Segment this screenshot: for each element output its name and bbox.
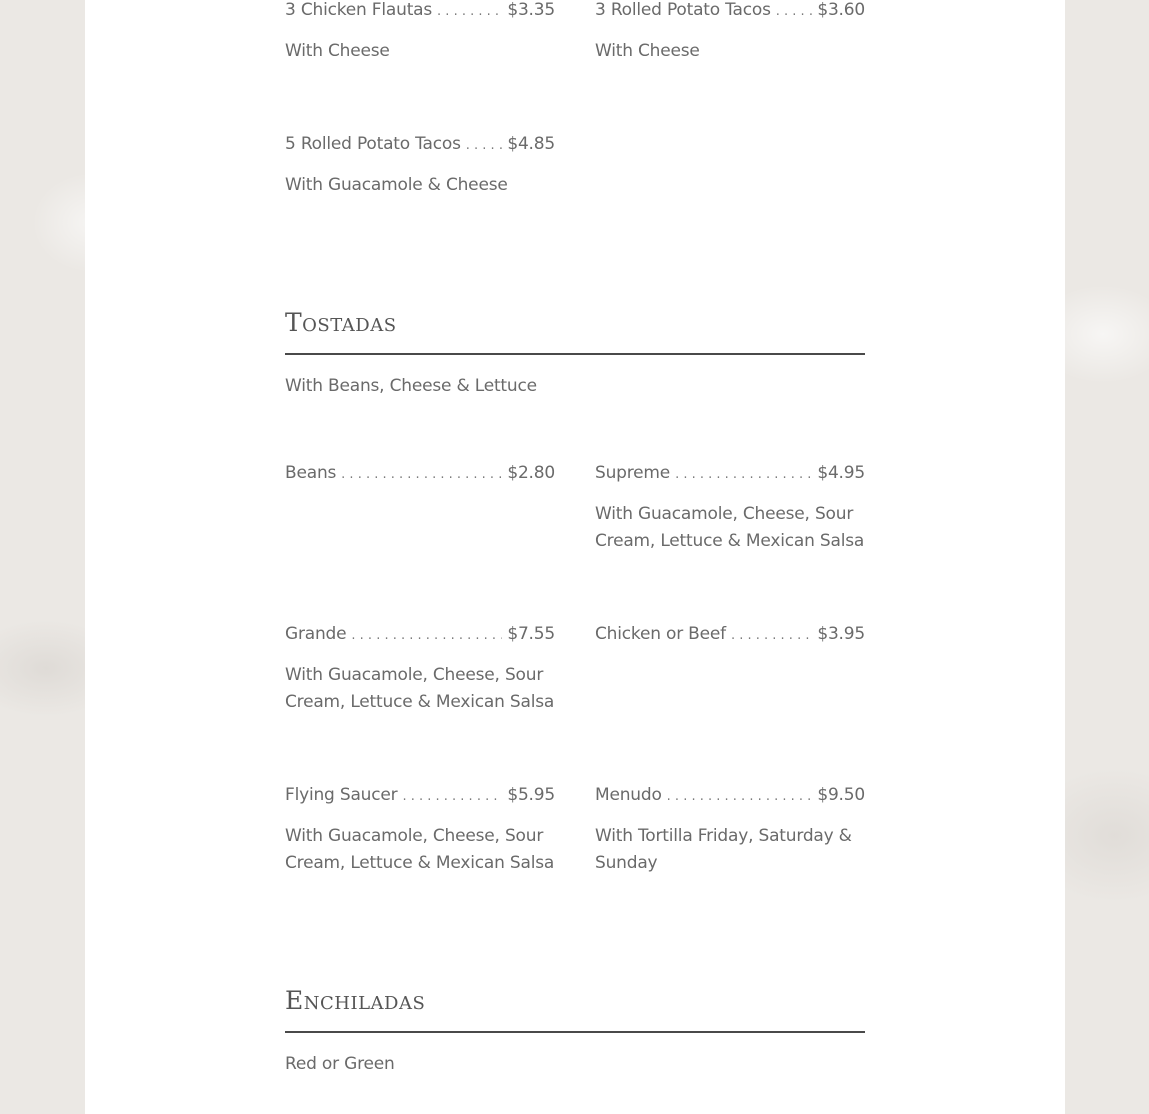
menu-item-description: With Guacamole, Cheese, Sour Cream, Lettuce & Mexican Salsa bbox=[595, 504, 865, 551]
leader-dots bbox=[667, 789, 813, 804]
menu-item-price: $3.35 bbox=[507, 0, 555, 20]
menu-item-name: Beans bbox=[285, 463, 337, 483]
leader-dots bbox=[341, 467, 502, 482]
menu-item-description: With Tortilla Friday, Saturday & Sunday bbox=[595, 826, 852, 873]
menu-item-name: 3 Rolled Potato Tacos bbox=[595, 0, 771, 20]
menu-item-price: $2.80 bbox=[507, 463, 555, 483]
section-subtitle: With Beans, Cheese & Lettuce bbox=[285, 376, 537, 396]
menu-item-description: With Cheese bbox=[285, 41, 390, 61]
menu-item-line bbox=[285, 785, 555, 811]
leader-dots bbox=[466, 138, 503, 153]
menu-item bbox=[285, 0, 555, 65]
menu-item-name: Flying Saucer bbox=[285, 785, 398, 805]
menu-item bbox=[285, 624, 555, 716]
section-subtitle: Red or Green bbox=[285, 1054, 395, 1074]
leader-dots bbox=[402, 789, 502, 804]
leader-dots bbox=[675, 467, 812, 482]
section-divider bbox=[285, 353, 865, 355]
menu-item-price: $4.85 bbox=[507, 134, 555, 154]
menu-item-description: With Guacamole & Cheese bbox=[285, 175, 508, 195]
menu-item-description: With Guacamole, Cheese, Sour Cream, Lettuce & Mexican Salsa bbox=[285, 826, 555, 873]
leader-dots bbox=[351, 628, 502, 643]
menu-item-price: $7.55 bbox=[507, 624, 555, 644]
menu-item-description: With Guacamole, Cheese, Sour Cream, Lettuce & Mexican Salsa bbox=[285, 665, 555, 712]
menu-item-price: $3.60 bbox=[817, 0, 865, 20]
menu-item-line bbox=[595, 624, 865, 650]
menu-item-name: 3 Chicken Flautas bbox=[285, 0, 433, 20]
section-title-enchiladas: Enchiladas bbox=[285, 986, 426, 1015]
menu-item-name: Chicken or Beef bbox=[595, 624, 726, 644]
leader-dots bbox=[776, 4, 813, 19]
menu-item-name: Supreme bbox=[595, 463, 671, 483]
menu-item-name: Grande bbox=[285, 624, 347, 644]
menu-item-name: Menudo bbox=[595, 785, 662, 805]
menu-item bbox=[595, 0, 865, 65]
menu-item-price: $4.95 bbox=[817, 463, 865, 483]
section-divider bbox=[285, 1031, 865, 1033]
menu-item-line bbox=[595, 0, 865, 26]
menu-item-price: $5.95 bbox=[507, 785, 555, 805]
menu-item-line bbox=[285, 134, 555, 160]
menu-page bbox=[85, 0, 1065, 1114]
menu-item bbox=[595, 785, 865, 877]
menu-item bbox=[285, 463, 555, 489]
menu-item bbox=[285, 785, 555, 877]
menu-item-price: $3.95 bbox=[817, 624, 865, 644]
menu-item-line bbox=[285, 463, 555, 489]
menu-item-line bbox=[285, 624, 555, 650]
leader-dots bbox=[437, 4, 502, 19]
menu-item-line bbox=[595, 463, 865, 489]
menu-item-line bbox=[595, 785, 865, 811]
menu-item bbox=[595, 463, 865, 555]
menu-item bbox=[595, 624, 865, 650]
leader-dots bbox=[731, 628, 812, 643]
menu-item bbox=[285, 134, 555, 199]
menu-item-price: $9.50 bbox=[817, 785, 865, 805]
menu-item-name: 5 Rolled Potato Tacos bbox=[285, 134, 461, 154]
menu-item-line bbox=[285, 0, 555, 26]
section-title-tostadas: Tostadas bbox=[285, 308, 397, 337]
menu-item-description: With Cheese bbox=[595, 41, 700, 61]
